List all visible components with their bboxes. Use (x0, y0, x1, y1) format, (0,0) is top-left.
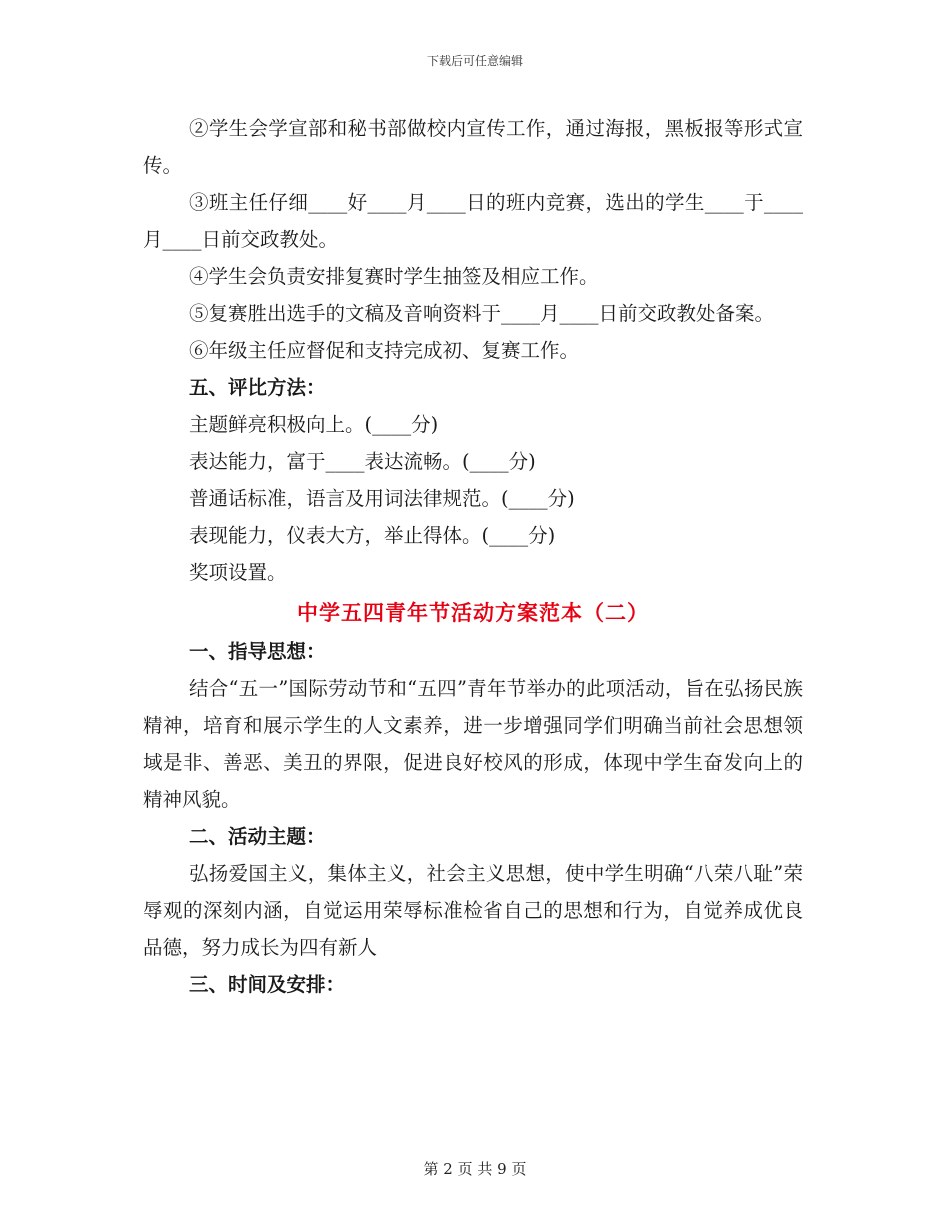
criteria-item: 表达能力，富于____表达流畅。(____分) (189, 450, 536, 473)
criteria-item: 奖项设置。 (189, 561, 287, 584)
criteria-item: 表现能力，仪表大方，举止得体。(____分) (189, 524, 556, 547)
paragraph: 弘扬爱国主义，集体主义，社会主义思想，使中学生明确“八荣八耻”荣辱观的深刻内涵，自觉运用荣辱标准检省自己的思想和行为，自觉养成优良品德，努力成长为四有新人 (143, 862, 803, 959)
list-item: ⑤复赛胜出选手的文稿及音响资料于____月____日前交政教处备案。 (189, 302, 775, 325)
header-note: 下载后可任意编辑 (426, 54, 523, 68)
list-item: ②学生会学宣部和秘书部做校内宣传工作，通过海报，黑板报等形式宣传。 (143, 117, 803, 177)
paragraph: 结合“五一”国际劳动节和“五四”青年节举办的此项活动，旨在弘扬民族精神，培育和展示学生的人文素养，进一步增强同学们明确当前社会思想领域是非、善恶、美丑的界限，促进良好校风的形成，体现中学生奋发向上的精神风貌。 (143, 677, 803, 811)
page-number: 第 2 页 共 9 页 (423, 1160, 527, 1178)
document-title: 中学五四青年节活动方案范本（二） (297, 600, 649, 625)
section-heading-evaluation: 五、评比方法： (189, 376, 326, 399)
section-heading-theme: 二、活动主题： (189, 825, 326, 848)
list-item: ⑥年级主任应督促和支持完成初、复赛工作。 (189, 339, 580, 362)
list-item: ④学生会负责安排复赛时学生抽签及相应工作。 (189, 265, 599, 288)
list-item: ③班主任仔细____好____月____日的班内竞赛，选出的学生____于____月____日前交政教处。 (143, 191, 803, 251)
criteria-item: 主题鲜亮积极向上。(____分) (189, 413, 439, 436)
criteria-item: 普通话标准，语言及用词法律规范。(____分) (189, 487, 575, 510)
document-body (143, 110, 803, 1003)
section-heading-guiding-ideology: 一、指导思想： (189, 640, 326, 663)
section-heading-schedule: 三、时间及安排： (189, 973, 346, 996)
